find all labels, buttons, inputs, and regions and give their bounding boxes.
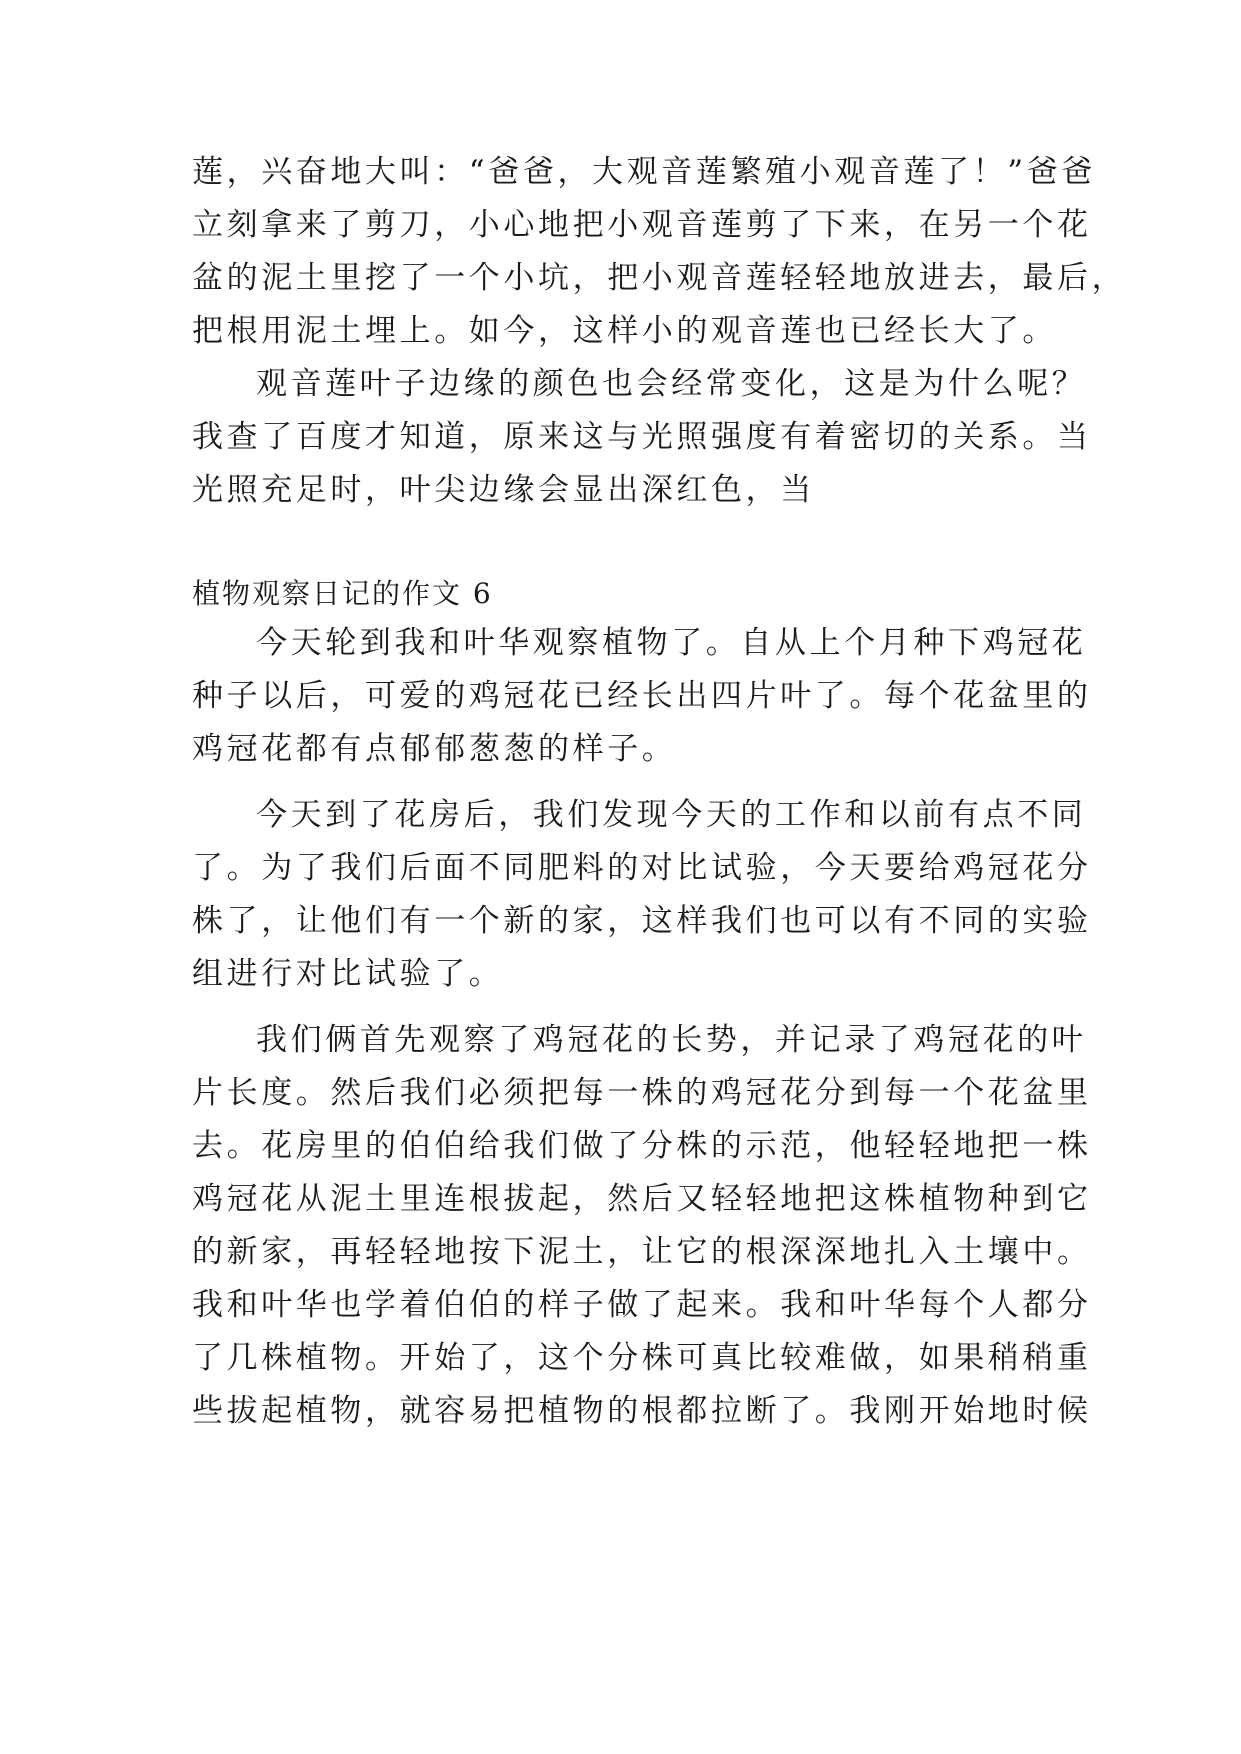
text-line: 鸡冠花都有点郁郁葱葱的样子。	[192, 731, 677, 767]
text-line: 些拔起植物，就容易把植物的根都拉断了。我刚开始地时候	[192, 1393, 1092, 1429]
text-line: 今天到了花房后，我们发现今天的工作和以前有点不同	[256, 797, 1087, 833]
text-line: 盆的泥土里挖了一个小坑，把小观音莲轻轻地放进去，最后，	[192, 260, 1127, 296]
text-line: 了。为了我们后面不同肥料的对比试验，今天要给鸡冠花分	[192, 850, 1092, 886]
text-line: 种子以后，可爱的鸡冠花已经长出四片叶了。每个花盆里的	[192, 678, 1092, 714]
text-line: 今天轮到我和叶华观察植物了。自从上个月种下鸡冠花	[256, 625, 1087, 661]
text-line: 片长度。然后我们必须把每一株的鸡冠花分到每一个花盆里	[192, 1075, 1092, 1111]
section-heading: 植物观察日记的作文 6	[192, 577, 493, 610]
text-line: 立刻拿来了剪刀，小心地把小观音莲剪了下来，在另一个花	[192, 207, 1092, 243]
text-line: 的新家，再轻轻地按下泥土，让它的根深深地扎入土壤中。	[192, 1234, 1092, 1270]
text-line: 去。花房里的伯伯给我们做了分株的示范，他轻轻地把一株	[192, 1128, 1092, 1164]
text-line: 莲，兴奋地大叫：“爸爸，大观音莲繁殖小观音莲了！”爸爸	[192, 154, 1096, 190]
text-line: 组进行对比试验了。	[192, 956, 504, 992]
text-line: 我查了百度才知道，原来这与光照强度有着密切的关系。当	[192, 419, 1092, 455]
text-line: 观音莲叶子边缘的颜色也会经常变化，这是为什么呢？	[256, 366, 1087, 402]
text-line: 光照充足时，叶尖边缘会显出深红色，当	[192, 472, 815, 508]
text-line: 了几株植物。开始了，这个分株可真比较难做，如果稍稍重	[192, 1340, 1092, 1376]
text-line: 株了，让他们有一个新的家，这样我们也可以有不同的实验	[192, 903, 1092, 939]
text-line: 我们俩首先观察了鸡冠花的长势，并记录了鸡冠花的叶	[256, 1022, 1087, 1058]
text-line: 鸡冠花从泥土里连根拔起，然后又轻轻地把这株植物种到它	[192, 1181, 1092, 1217]
text-line: 把根用泥土埋上。如今，这样小的观音莲也已经长大了。	[192, 313, 1057, 349]
text-line: 我和叶华也学着伯伯的样子做了起来。我和叶华每个人都分	[192, 1287, 1092, 1323]
